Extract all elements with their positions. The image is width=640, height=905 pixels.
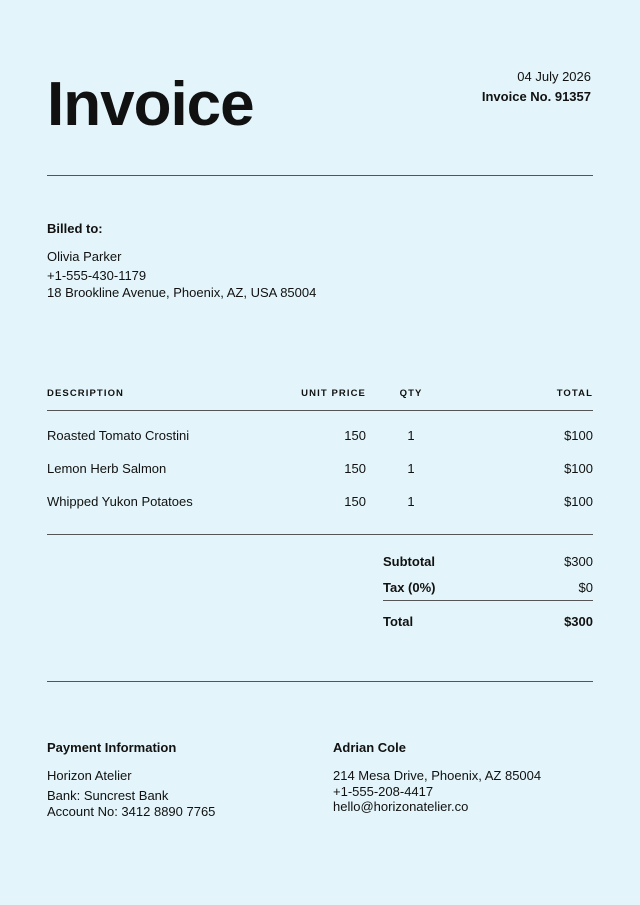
tax-value: $0	[578, 580, 593, 595]
issuer-phone: +1-555-208-4417	[333, 784, 434, 799]
row-unit-price: 150	[344, 494, 366, 509]
invoice-number: Invoice No. 91357	[481, 89, 591, 104]
summary-divider	[383, 600, 593, 601]
footer-divider	[47, 681, 593, 682]
client-phone: +1-555-430-1179	[47, 268, 147, 283]
subtotal-value: $300	[564, 554, 593, 569]
client-name: Olivia Parker	[47, 249, 122, 264]
payment-bank: Bank: Suncrest Bank	[47, 788, 169, 803]
row-description: Whipped Yukon Potatoes	[47, 494, 193, 509]
payment-account: Account No: 3412 8890 7765	[47, 804, 216, 819]
tax-label: Tax (0%)	[383, 580, 436, 595]
row-unit-price: 150	[344, 428, 366, 443]
client-address: 18 Brookline Avenue, Phoenix, AZ, USA 85004	[47, 285, 317, 300]
row-qty: 1	[407, 494, 415, 509]
row-description: Lemon Herb Salmon	[47, 461, 167, 476]
table-bottom-divider	[47, 534, 593, 535]
total-value: $300	[564, 614, 593, 629]
column-header-unit-price: UNIT PRICE	[301, 388, 366, 399]
subtotal-label: Subtotal	[383, 554, 435, 569]
issuer-name: Adrian Cole	[333, 740, 406, 755]
column-header-description: DESCRIPTION	[47, 388, 125, 399]
column-header-total: TOTAL	[556, 388, 593, 399]
page-title: Invoice	[47, 70, 254, 139]
billed-to-label: Billed to:	[47, 221, 103, 236]
row-description: Roasted Tomato Crostini	[47, 428, 190, 443]
row-unit-price: 150	[344, 461, 366, 476]
row-total: $100	[564, 494, 593, 509]
invoice-date: 04 July 2026	[517, 69, 591, 84]
total-label: Total	[383, 614, 414, 629]
row-qty: 1	[407, 428, 415, 443]
payment-info-label: Payment Information	[47, 740, 177, 755]
row-total: $100	[564, 461, 593, 476]
payment-company: Horizon Atelier	[47, 768, 132, 783]
issuer-email: hello@horizonatelier.co	[333, 799, 469, 814]
row-total: $100	[564, 428, 593, 443]
header-divider	[47, 175, 593, 176]
issuer-address: 214 Mesa Drive, Phoenix, AZ 85004	[333, 768, 542, 783]
row-qty: 1	[407, 461, 415, 476]
table-header-divider	[47, 410, 593, 411]
column-header-qty: QTY	[399, 388, 423, 399]
